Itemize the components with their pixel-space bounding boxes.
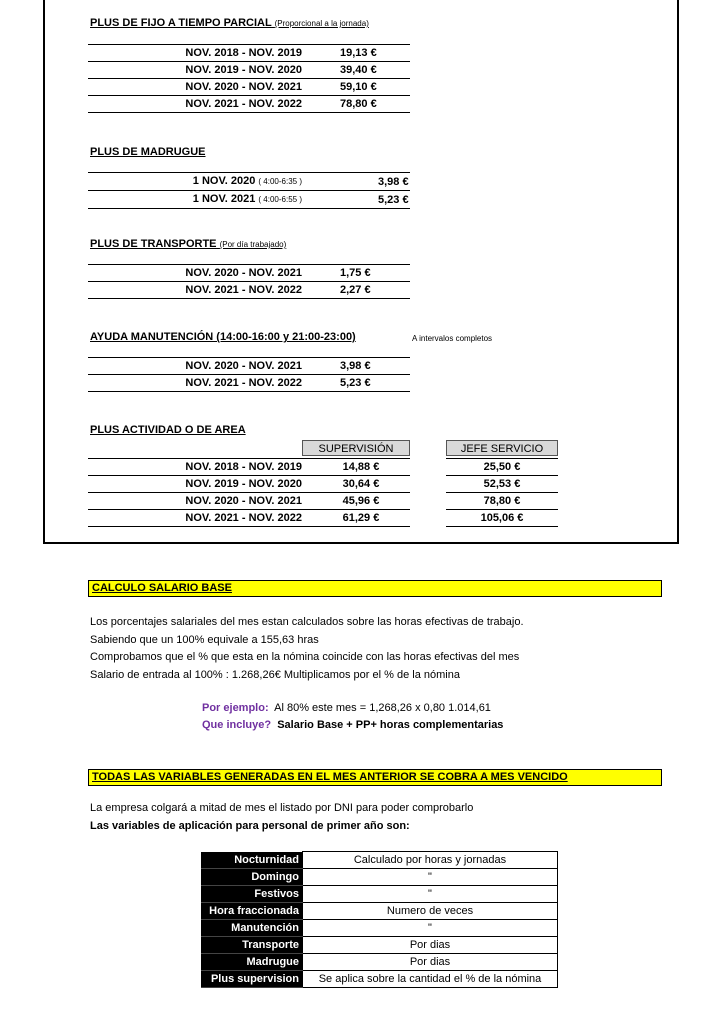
incluye-line: Que incluye? Salario Base + PP+ horas complementarias bbox=[202, 719, 504, 731]
table-row: Plus supervision Se aplica sobre la cantidad el % de la nómina bbox=[201, 971, 558, 988]
table-row: Nocturnidad Calculado por horas y jornadas bbox=[201, 852, 558, 869]
table-row: NOV. 2018 - NOV. 2019 19,13 € bbox=[88, 45, 410, 62]
fijo-table bbox=[88, 44, 410, 113]
fijo-title: PLUS DE FIJO A TIEMPO PARCIAL (Proporcional a la jornada) bbox=[90, 17, 369, 29]
table-row: NOV. 2021 - NOV. 2022 5,23 € bbox=[88, 375, 410, 392]
salario-title: CALCULO SALARIO BASE bbox=[88, 580, 662, 597]
table-row: Transporte Por dias bbox=[201, 937, 558, 954]
variables-table bbox=[201, 851, 558, 988]
table-row: 1 NOV. 2021 ( 4:00-6:55 ) 5,23 € bbox=[88, 191, 410, 209]
actividad-table bbox=[88, 458, 410, 527]
salario-text: Los porcentajes salariales del mes estan calculados sobre las horas efectivas de trabajo. Sabiendo que un 100% equivale a 155,63 hras Comprobamos que el % que esta en la nómina coincide con las horas efectivas del mes Salario de entrada al 100% : 1.268,26€ Multiplicamos por el % de la nómina bbox=[90, 616, 524, 681]
table-row: NOV. 2019 - NOV. 2020 39,40 € bbox=[88, 62, 410, 79]
transporte-table bbox=[88, 264, 410, 299]
manutencion-note: A intervalos completos bbox=[412, 334, 493, 343]
table-row: Domingo " bbox=[201, 869, 558, 886]
table-row: 25,50 € bbox=[446, 459, 558, 476]
table-row: 78,80 € bbox=[446, 493, 558, 510]
table-row: NOV. 2020 - NOV. 2021 3,98 € bbox=[88, 358, 410, 375]
manutencion-title: AYUDA MANUTENCIÓN (14:00-16:00 y 21:00-23:00) bbox=[90, 331, 356, 343]
supervision-header: SUPERVISIÓN bbox=[302, 440, 410, 456]
madrugue-title: PLUS DE MADRUGUE bbox=[90, 146, 206, 158]
table-row: Hora fraccionada Numero de veces bbox=[201, 903, 558, 920]
variables-text: La empresa colgará a mitad de mes el listado por DNI para poder comprobarlo Las variables de aplicación para personal de primer año son: bbox=[90, 802, 474, 832]
ejemplo-line: Por ejemplo: Al 80% este mes = 1,268,26 x 0,80 1.014,61 bbox=[202, 702, 491, 714]
table-row: NOV. 2021 - NOV. 2022 61,29 € bbox=[88, 510, 410, 527]
table-row: 105,06 € bbox=[446, 510, 558, 527]
variables-title: TODAS LAS VARIABLES GENERADAS EN EL MES ANTERIOR SE COBRA A MES VENCIDO bbox=[88, 769, 662, 786]
table-row: NOV. 2018 - NOV. 2019 14,88 € bbox=[88, 459, 410, 476]
madrugue-table bbox=[88, 172, 410, 209]
table-row: NOV. 2020 - NOV. 2021 45,96 € bbox=[88, 493, 410, 510]
table-row: NOV. 2021 - NOV. 2022 78,80 € bbox=[88, 96, 410, 113]
table-row: Madrugue Por dias bbox=[201, 954, 558, 971]
table-row: 52,53 € bbox=[446, 476, 558, 493]
table-row: Festivos " bbox=[201, 886, 558, 903]
table-row: NOV. 2020 - NOV. 2021 59,10 € bbox=[88, 79, 410, 96]
table-row: NOV. 2021 - NOV. 2022 2,27 € bbox=[88, 282, 410, 299]
manutencion-table bbox=[88, 357, 410, 392]
jefe-servicio-header: JEFE SERVICIO bbox=[446, 440, 558, 456]
jefe-servicio-table bbox=[446, 458, 558, 527]
actividad-title: PLUS ACTIVIDAD O DE AREA bbox=[90, 424, 246, 436]
transporte-title: PLUS DE TRANSPORTE (Por día trabajado) bbox=[90, 238, 287, 250]
table-row: Manutención " bbox=[201, 920, 558, 937]
table-row: NOV. 2019 - NOV. 2020 30,64 € bbox=[88, 476, 410, 493]
table-row: 1 NOV. 2020 ( 4:00-6:35 ) 3,98 € bbox=[88, 173, 410, 191]
table-row: NOV. 2020 - NOV. 2021 1,75 € bbox=[88, 265, 410, 282]
